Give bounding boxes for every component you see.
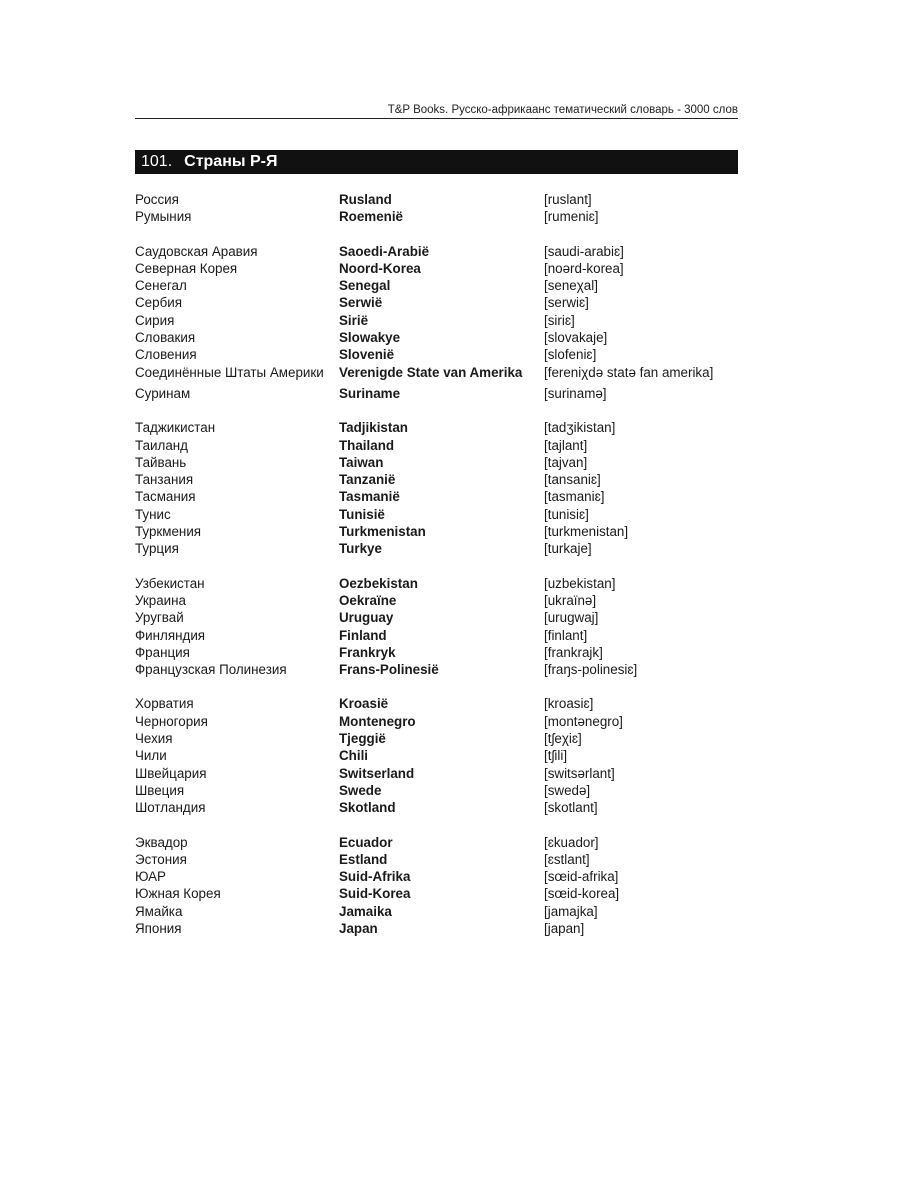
- russian-term: Узбекистан: [135, 575, 205, 591]
- transcription: [siriɛ]: [544, 312, 575, 328]
- transcription: [skotlant]: [544, 800, 598, 816]
- russian-term: Суринам: [135, 385, 191, 401]
- afrikaans-term: Suid-Afrika: [339, 869, 411, 885]
- afrikaans-term: Suid-Korea: [339, 886, 411, 902]
- transcription: [urugwaj]: [544, 610, 599, 626]
- russian-term: Турция: [135, 541, 179, 557]
- transcription: [tunisiɛ]: [544, 506, 589, 522]
- entry-group: [135, 243, 738, 403]
- entry-row: [135, 191, 738, 208]
- transcription: [slofeniɛ]: [544, 347, 597, 363]
- russian-term: Россия: [135, 192, 179, 207]
- afrikaans-term: Kroasië: [339, 696, 389, 712]
- entry-row: [135, 730, 738, 747]
- russian-term: ЮАР: [135, 869, 166, 885]
- afrikaans-term: Turkmenistan: [339, 524, 426, 540]
- russian-term: Черногория: [135, 713, 208, 729]
- afrikaans-term: Rusland: [339, 192, 392, 207]
- entry-row: [135, 920, 738, 937]
- russian-term: Тайвань: [135, 454, 187, 470]
- transcription: [fereniχdə statə fan amerika]: [544, 364, 714, 380]
- transcription: [tadʒikistan]: [544, 420, 616, 436]
- transcription: [fraŋs-polinesiɛ]: [544, 662, 638, 678]
- afrikaans-term: Slovenië: [339, 347, 395, 363]
- afrikaans-term: Noord-Korea: [339, 260, 421, 276]
- transcription: [ukraïnə]: [544, 592, 597, 608]
- afrikaans-term: Slowakye: [339, 330, 401, 346]
- transcription: [switsərlant]: [544, 765, 615, 781]
- russian-term: Таджикистан: [135, 420, 216, 436]
- russian-term: Словакия: [135, 330, 196, 346]
- entry-row: [135, 713, 738, 730]
- transcription: [saudi-arabiɛ]: [544, 243, 624, 259]
- entry-row: [135, 506, 738, 523]
- russian-term: Сирия: [135, 312, 175, 328]
- transcription: [uzbekistan]: [544, 575, 616, 591]
- entry-row: [135, 834, 738, 851]
- entry-row: [135, 799, 738, 816]
- entry-row: [135, 294, 738, 311]
- russian-term: Франция: [135, 644, 190, 660]
- transcription: [tʃeχiɛ]: [544, 731, 582, 747]
- entry-row: [135, 437, 738, 454]
- transcription: [frankrajk]: [544, 644, 603, 660]
- afrikaans-term: Tjeggië: [339, 731, 386, 747]
- russian-term: Эстония: [135, 851, 187, 867]
- afrikaans-term: Switserland: [339, 765, 415, 781]
- section-title: Страны Р-Я: [184, 153, 278, 170]
- transcription: [ɛkuador]: [544, 834, 599, 850]
- entry-row: [135, 364, 738, 381]
- entry-row: [135, 851, 738, 868]
- transcription: [tasmaniɛ]: [544, 489, 605, 505]
- transcription: [rumeniɛ]: [544, 209, 599, 225]
- afrikaans-term: Senegal: [339, 278, 391, 294]
- russian-term: Таиланд: [135, 437, 188, 453]
- entry-group: [135, 419, 738, 557]
- transcription: [sœid-afrika]: [544, 869, 619, 885]
- russian-term: Саудовская Аравия: [135, 243, 258, 259]
- russian-term: Румыния: [135, 209, 192, 225]
- russian-term: Туркмения: [135, 524, 202, 540]
- russian-term: Северная Корея: [135, 260, 238, 276]
- entry-row: [135, 903, 738, 920]
- afrikaans-term: Turkye: [339, 541, 382, 557]
- entry-row: [135, 260, 738, 277]
- afrikaans-term: Thailand: [339, 437, 395, 453]
- entry-row: [135, 277, 738, 294]
- afrikaans-term: Tadjikistan: [339, 420, 408, 436]
- entry-row: [135, 346, 738, 363]
- entry-row: [135, 329, 738, 346]
- afrikaans-term: Saoedi-Arabië: [339, 243, 430, 259]
- entry-group: [135, 834, 738, 938]
- afrikaans-term: Serwië: [339, 295, 383, 311]
- running-header: T&P Books. Русско-африкаанс тематический словарь - 3000 слов: [135, 104, 738, 119]
- transcription: [seneχal]: [544, 278, 598, 294]
- transcription: [tʃili]: [544, 748, 568, 764]
- afrikaans-term: Jamaika: [339, 903, 392, 919]
- entry-row: [135, 885, 738, 902]
- russian-term: Швейцария: [135, 765, 207, 781]
- transcription: [ɛstlant]: [544, 851, 590, 867]
- transcription: [surinamə]: [544, 385, 607, 401]
- transcription: [japan]: [544, 920, 585, 936]
- entry-row: [135, 385, 738, 402]
- russian-term: Соединённые Штаты Америки: [135, 364, 324, 380]
- afrikaans-term: Finland: [339, 627, 387, 643]
- transcription: [kroasiɛ]: [544, 696, 594, 712]
- afrikaans-term: Verenigde State van Amerika: [339, 364, 523, 380]
- afrikaans-term: Japan: [339, 920, 378, 936]
- entry-row: [135, 627, 738, 644]
- transcription: [serwiɛ]: [544, 295, 589, 311]
- afrikaans-term: Estland: [339, 851, 388, 867]
- afrikaans-term: Frankryk: [339, 644, 396, 660]
- russian-term: Япония: [135, 920, 182, 936]
- afrikaans-term: Oezbekistan: [339, 575, 418, 591]
- russian-term: Сенегал: [135, 278, 187, 294]
- russian-term: Эквадор: [135, 834, 188, 850]
- entry-row: [135, 454, 738, 471]
- entry-row: [135, 575, 738, 592]
- russian-term: Хорватия: [135, 696, 194, 712]
- russian-term: Словения: [135, 347, 197, 363]
- entry-group: [135, 695, 738, 816]
- afrikaans-term: Frans-Polinesië: [339, 662, 439, 678]
- entry-row: [135, 747, 738, 764]
- russian-term: Тасмания: [135, 489, 196, 505]
- transcription: [slovakaje]: [544, 330, 608, 346]
- russian-term: Чехия: [135, 731, 173, 747]
- russian-term: Сербия: [135, 295, 182, 311]
- entry-row: [135, 488, 738, 505]
- entry-group: [135, 575, 738, 679]
- afrikaans-term: Tanzanië: [339, 472, 396, 488]
- entry-row: [135, 782, 738, 799]
- entry-row: [135, 661, 738, 678]
- russian-term: Ямайка: [135, 903, 183, 919]
- afrikaans-term: Sirië: [339, 312, 369, 328]
- entry-row: [135, 419, 738, 436]
- entry-row: [135, 868, 738, 885]
- entry-row: [135, 243, 738, 260]
- afrikaans-term: Taiwan: [339, 454, 384, 470]
- transcription: [sœid-korea]: [544, 886, 620, 902]
- transcription: [tajlant]: [544, 437, 588, 453]
- transcription: [noərd-korea]: [544, 260, 624, 276]
- transcription: [finlant]: [544, 627, 588, 643]
- entry-row: [135, 765, 738, 782]
- afrikaans-term: Skotland: [339, 800, 396, 816]
- entry-row: [135, 592, 738, 609]
- afrikaans-term: Tasmanië: [339, 489, 400, 505]
- section-heading: [135, 150, 738, 174]
- entry-row: [135, 523, 738, 540]
- afrikaans-term: Roemenië: [339, 209, 403, 225]
- russian-term: Чили: [135, 748, 167, 764]
- russian-term: Украина: [135, 592, 186, 608]
- russian-term: Французская Полинезия: [135, 662, 287, 678]
- russian-term: Танзания: [135, 472, 194, 488]
- afrikaans-term: Oekraïne: [339, 592, 397, 608]
- afrikaans-term: Chili: [339, 748, 369, 764]
- entry-row: [135, 208, 738, 225]
- afrikaans-term: Tunisië: [339, 506, 385, 522]
- transcription: [turkaje]: [544, 541, 592, 557]
- section-number: 101.: [141, 153, 173, 170]
- russian-term: Швеция: [135, 782, 185, 798]
- transcription: [ruslant]: [544, 192, 592, 207]
- russian-term: Уругвай: [135, 610, 184, 626]
- entry-row: [135, 471, 738, 488]
- entry-row: [135, 312, 738, 329]
- entry-row: [135, 695, 738, 712]
- afrikaans-term: Suriname: [339, 385, 401, 401]
- entry-row: [135, 540, 738, 557]
- transcription: [tajvan]: [544, 454, 588, 470]
- transcription: [tansaniɛ]: [544, 472, 601, 488]
- transcription: [swedə]: [544, 782, 591, 798]
- transcription: [turkmenistan]: [544, 524, 629, 540]
- entry-row: [135, 609, 738, 626]
- afrikaans-term: Montenegro: [339, 713, 416, 729]
- afrikaans-term: Uruguay: [339, 610, 394, 626]
- vocabulary-list: [135, 191, 738, 954]
- russian-term: Финляндия: [135, 627, 206, 643]
- russian-term: Тунис: [135, 506, 171, 522]
- transcription: [jamajka]: [544, 903, 598, 919]
- russian-term: Южная Корея: [135, 886, 221, 902]
- entry-row: [135, 644, 738, 661]
- russian-term: Шотландия: [135, 800, 206, 816]
- entry-group: [135, 191, 738, 226]
- afrikaans-term: Ecuador: [339, 834, 393, 850]
- afrikaans-term: Swede: [339, 782, 382, 798]
- transcription: [montənegro]: [544, 713, 623, 729]
